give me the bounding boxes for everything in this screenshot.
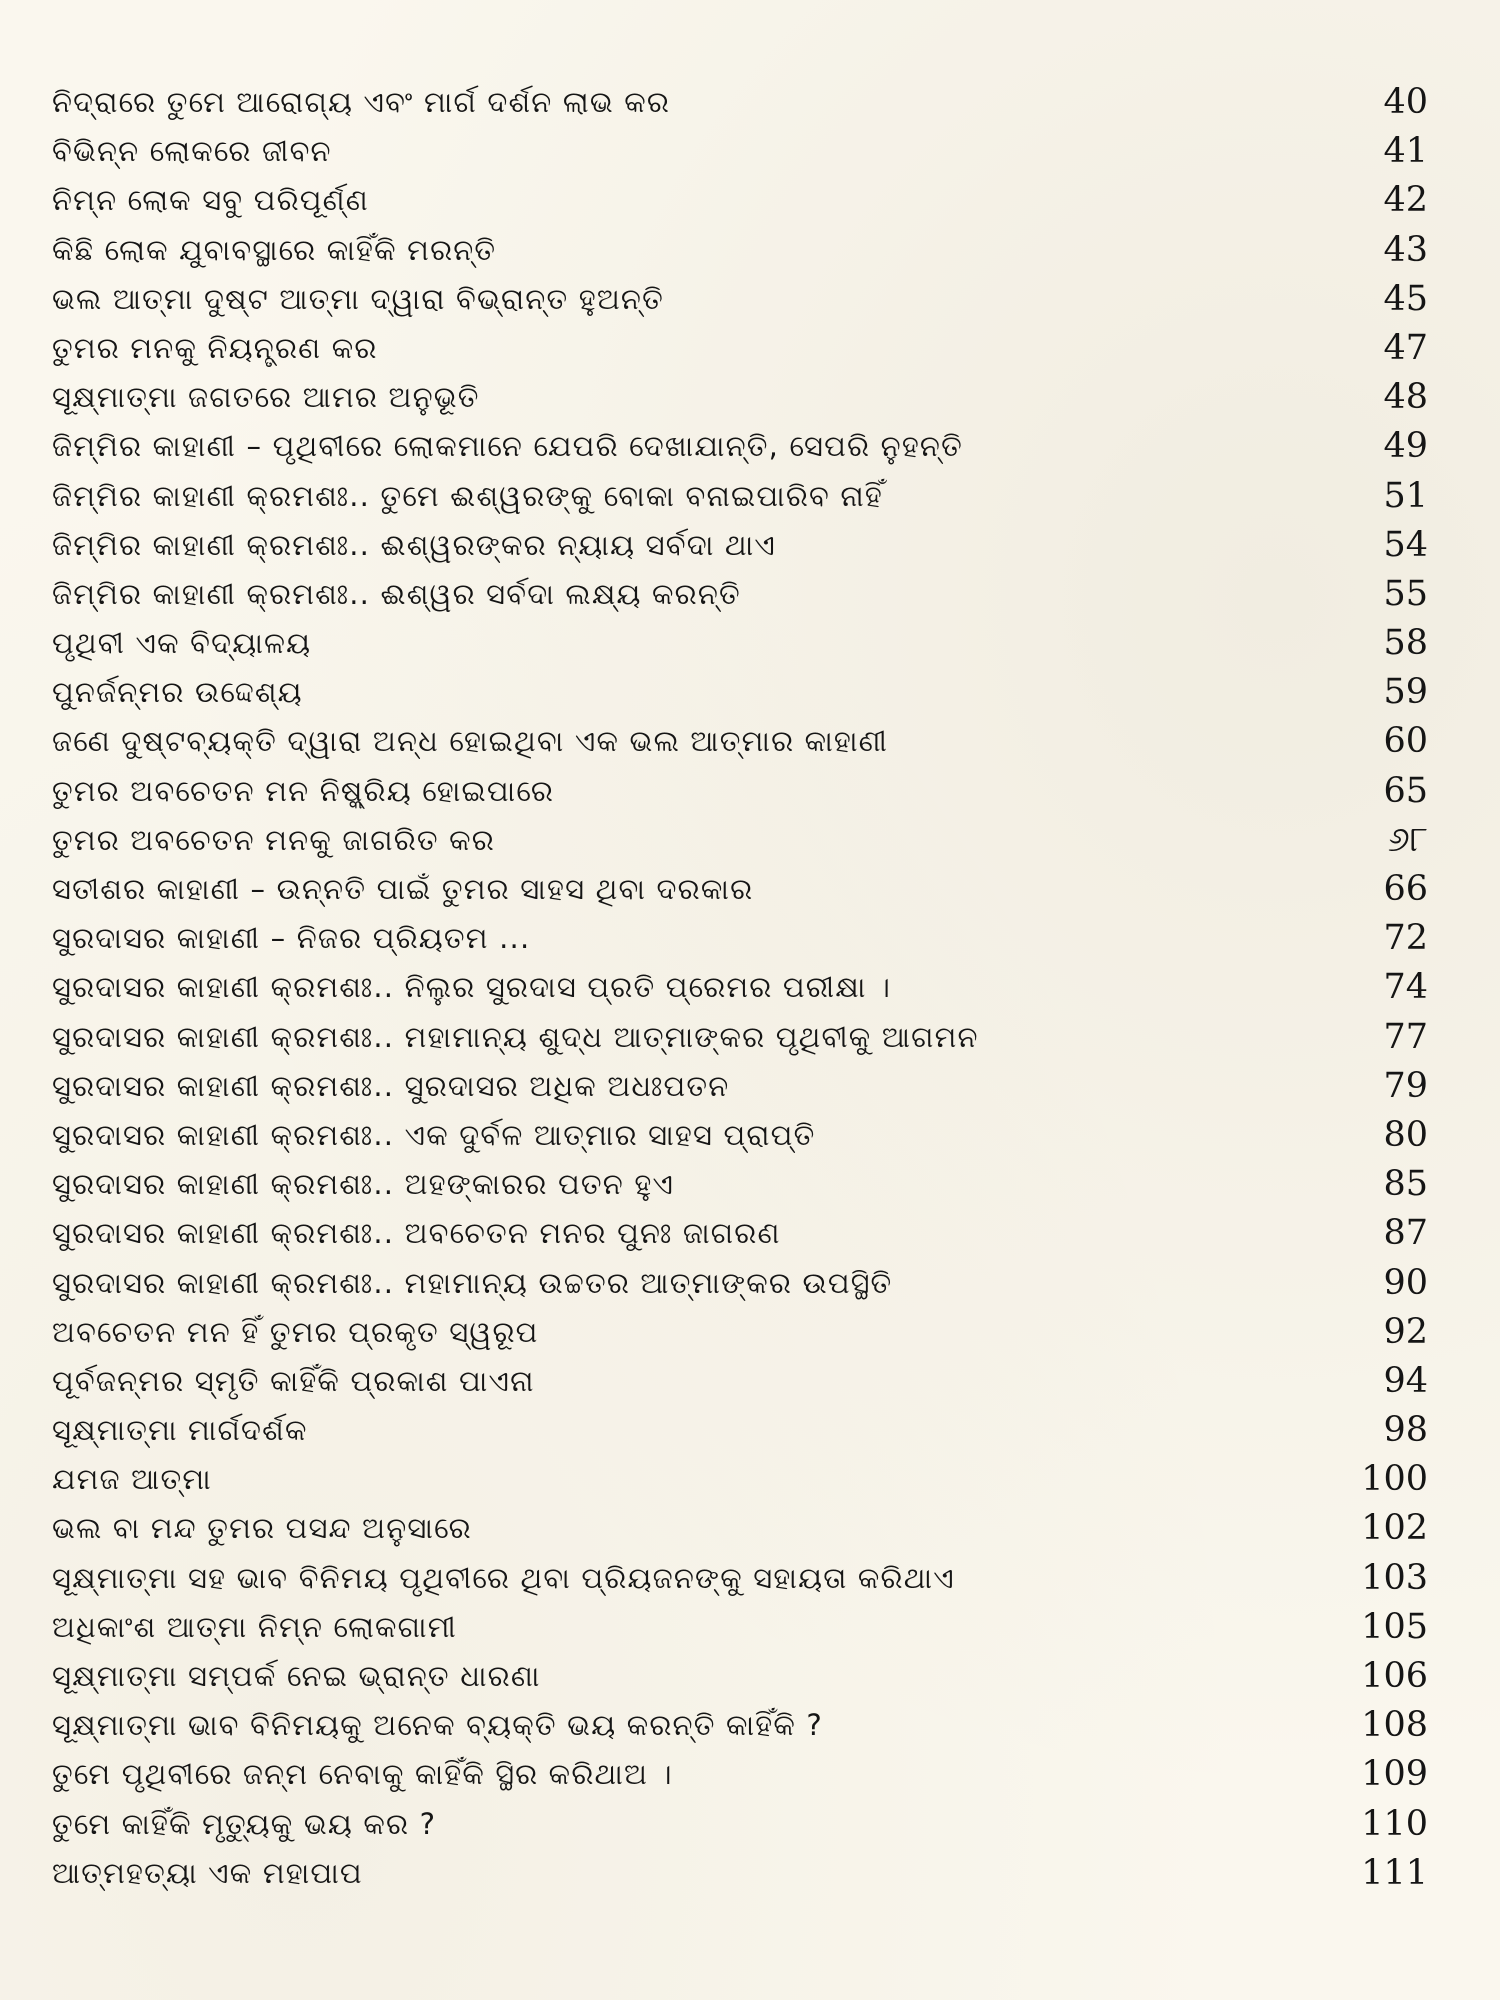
toc-entry <box>0 1406 1500 1455</box>
entry-title: ସୁରଦାସର କାହାଣୀ କ୍ରମଶଃ.. ଅହଙ୍କାରର ପତନ ହୁଏ <box>52 1167 675 1202</box>
toc-entry <box>0 963 1500 1012</box>
entry-title: ଜିମ୍ମିର କାହାଣୀ କ୍ରମଶଃ.. ତୁମେ ଈଶ୍ୱରଙ୍କୁ ବୋକା ବନାଇପାରିବ ନାହିଁ <box>52 478 884 513</box>
page-number: 106 <box>1361 1656 1428 1696</box>
page-number: 42 <box>1383 180 1428 221</box>
toc-entry <box>0 1209 1500 1258</box>
entry-title: ସୁରଦାସର କାହାଣୀ କ୍ରମଶଃ.. ସୁରଦାସର ଅଧିକ ଅଧଃପତନ <box>52 1068 730 1103</box>
page-number: 45 <box>1383 278 1428 319</box>
entry-title: ସୂକ୍ଷ୍ମାତ୍ମା ଜଗତରେ ଆମର ଅନୁଭୂତି <box>52 380 480 415</box>
toc-entry <box>0 1160 1500 1209</box>
toc-entry <box>0 1800 1500 1849</box>
toc-entry <box>0 717 1500 766</box>
page-number: 74 <box>1383 967 1428 1008</box>
entry-title: ସୁରଦାସର କାହାଣୀ କ୍ରମଶଃ.. ଏକ ଦୁର୍ବଳ ଆତ୍ମାର ସାହସ ପ୍ରାପ୍ତି <box>52 1117 816 1152</box>
page-number: 47 <box>1383 327 1428 368</box>
entry-title: ଭଲ ବା ମନ୍ଦ ତୁମର ପସନ୍ଦ ଅନୁସାରେ <box>52 1511 472 1546</box>
entry-title: ବିଭିନ୍ନ ଲୋକରେ ଜୀବନ <box>52 134 332 169</box>
toc-entry <box>0 1308 1500 1357</box>
entry-title: ଆତ୍ମହତ୍ୟା ଏକ ମହାପାପ <box>52 1855 363 1890</box>
page-number: 54 <box>1383 524 1428 565</box>
page-number: 111 <box>1361 1852 1428 1893</box>
toc-entry <box>0 1603 1500 1652</box>
toc-entry <box>0 1455 1500 1504</box>
entry-title: ସୂକ୍ଷ୍ମାତ୍ମା ଭାବ ବିନିମୟକୁ ଅନେକ ବ୍ୟକ୍ତି ଭୟ କରନ୍ତି କାହିଁକି ? <box>52 1708 824 1743</box>
entry-title: ସୂକ୍ଷ୍ମାତ୍ମା ସମ୍ପର୍କ ନେଇ ଭ୍ରାନ୍ତ ଧାରଣା <box>52 1659 541 1693</box>
toc-entry <box>0 767 1500 816</box>
entry-title: ଅବଚେତନ ମନ ହିଁ ତୁମର ପ୍ରକୃତ ସ୍ୱରୂପ <box>52 1314 539 1349</box>
entry-title: ତୁମେ କାହିଁକି ମୃତ୍ୟୁକୁ ଭୟ କର ? <box>52 1806 437 1841</box>
toc-entry <box>0 1062 1500 1111</box>
page-number: 79 <box>1383 1065 1428 1106</box>
page-number: 77 <box>1383 1016 1428 1057</box>
page-number: 60 <box>1383 721 1428 762</box>
page-number: 58 <box>1383 623 1428 664</box>
entry-title: ନିମ୍ନ ଲୋକ ସବୁ ପରିପୂର୍ଣ୍ଣ <box>52 183 369 218</box>
toc-entry <box>0 1357 1500 1406</box>
page-number: 55 <box>1383 573 1428 614</box>
entry-title: ପୂର୍ବଜନ୍ମର ସ୍ମୃତି କାହିଁକି ପ୍ରକାଶ ପାଏନା <box>52 1363 535 1398</box>
page-number: 105 <box>1361 1606 1428 1647</box>
entry-title: ସୂକ୍ଷ୍ମାତ୍ମା ସହ ଭାବ ବିନିମୟ ପୃଥିବୀରେ ଥିବା ପ୍ରିୟଜନଙ୍କୁ ସହାୟତା କରିଥାଏ <box>52 1560 955 1595</box>
page-number: 65 <box>1383 770 1428 811</box>
page-number: 100 <box>1361 1459 1428 1500</box>
page-number: 98 <box>1383 1410 1428 1451</box>
page-number: 87 <box>1383 1213 1428 1254</box>
entry-title: ଭଲ ଆତ୍ମା ଦୁଷ୍ଟ ଆତ୍ମା ଦ୍ୱାରା ବିଭ୍ରାନ୍ତ ହୁଅନ୍ତି <box>52 281 664 316</box>
entry-title: ସୁରଦାସର କାହାଣୀ କ୍ରମଶଃ.. ମହାମାନ୍ୟ ଉଚ୍ଚତର ଆତ୍ମାଙ୍କର ଉପସ୍ଥିତି <box>52 1265 893 1300</box>
toc-entry <box>0 1504 1500 1553</box>
entry-title: ସତୀଶର କାହାଣୀ – ଉନ୍ନତି ପାଇଁ ତୁମର ସାହସ ଥିବା ଦରକାର <box>52 872 754 906</box>
page-number: 66 <box>1383 869 1428 909</box>
entry-title: ପୃଥିବୀ ଏକ ବିଦ୍ୟାଳୟ <box>52 626 312 661</box>
toc-entry <box>0 1849 1500 1898</box>
entry-title: ଜିମ୍ମିର କାହାଣୀ କ୍ରମଶଃ.. ଈଶ୍ୱରଙ୍କର ନ୍ୟାୟ ସର୍ବଦା ଥାଏ <box>52 527 777 562</box>
page-number: ୬୮ <box>1387 819 1428 860</box>
toc-entry <box>0 570 1500 619</box>
toc-entry <box>0 422 1500 471</box>
page-number: 41 <box>1383 131 1428 172</box>
toc-entry <box>0 521 1500 570</box>
page-number: 43 <box>1383 229 1428 270</box>
toc-entry <box>0 1750 1500 1799</box>
page-number: 80 <box>1383 1114 1428 1155</box>
toc-entry <box>0 472 1500 521</box>
page-number: 110 <box>1361 1803 1428 1844</box>
page-number: 49 <box>1383 426 1428 467</box>
page-number: 108 <box>1361 1705 1428 1746</box>
entry-title: ତୁମର ଅବଚେତନ ମନକୁ ଜାଗରିତ କର <box>52 822 495 857</box>
entry-title: ସୁରଦାସର କାହାଣୀ କ୍ରମଶଃ.. ନିଲୁର ସୁରଦାସ ପ୍ରତି ପ୍ରେମର ପରୀକ୍ଷା । <box>52 970 892 1005</box>
toc-entry <box>0 1259 1500 1308</box>
entry-title: ସୁରଦାସର କାହାଣୀ କ୍ରମଶଃ.. ଅବଚେତନ ମନର ପୁନଃ ଜାଗରଣ <box>52 1216 781 1251</box>
toc-entry <box>0 1701 1500 1750</box>
entry-title: ଜଣେ ଦୁଷ୍ଟବ୍ୟକ୍ତି ଦ୍ୱାରା ଅନ୍ଧ ହୋଇଥିବା ଏକ ଭଲ ଆତ୍ମାର କାହାଣୀ <box>52 724 889 759</box>
page-number: 90 <box>1383 1262 1428 1303</box>
toc-entry <box>0 1554 1500 1603</box>
toc-entry <box>0 865 1500 914</box>
page-number: 103 <box>1361 1557 1428 1598</box>
entry-title: ସୂକ୍ଷ୍ମାତ୍ମା ମାର୍ଗଦର୍ଶକ <box>52 1413 308 1448</box>
entry-title: ସୁରଦାସର କାହାଣୀ କ୍ରମଶଃ.. ମହାମାନ୍ୟ ଶୁଦ୍ଧ ଆତ୍ମାଙ୍କର ପୃଥିବୀକୁ ଆଗମନ <box>52 1019 979 1054</box>
page-number: 59 <box>1383 672 1428 713</box>
toc-entry <box>0 127 1500 176</box>
toc-entry <box>0 1111 1500 1160</box>
entry-title: ତୁମର ମନକୁ ନିୟନ୍ତ୍ରଣ କର <box>52 330 378 365</box>
toc-entry <box>0 668 1500 717</box>
page-number: 51 <box>1383 475 1428 516</box>
entry-title: ନିଦ୍ରାରେ ତୁମେ ଆରୋଗ୍ୟ ଏବଂ ମାର୍ଗ ଦର୍ଶନ ଲାଭ କର <box>52 85 671 119</box>
toc-entry <box>0 176 1500 225</box>
toc-entry <box>0 275 1500 324</box>
entry-title: ଜିମ୍ମିର କାହାଣୀ କ୍ରମଶଃ.. ଈଶ୍ୱର ସର୍ବଦା ଲକ୍ଷ୍ୟ କରନ୍ତି <box>52 576 741 611</box>
entry-title: ସୁରଦାସର କାହାଣୀ – ନିଜର ପ୍ରିୟତମ ... <box>52 921 531 956</box>
toc-entry <box>0 1013 1500 1062</box>
toc-entry <box>0 373 1500 422</box>
entry-title: ଯମଜ ଆତ୍ମା <box>52 1462 212 1497</box>
toc-entry <box>0 324 1500 373</box>
entry-title: ପୁନର୍ଜନ୍ମର ଉଦ୍ଦେଶ୍ୟ <box>52 675 303 710</box>
entry-title: ଜିମ୍ମିର କାହାଣୀ – ପୃଥିବୀରେ ଲୋକମାନେ ଯେପରି ଦେଖାଯାନ୍ତି, ସେପରି ନୁହନ୍ତି <box>52 429 963 464</box>
page-number: 92 <box>1383 1311 1428 1352</box>
entry-title: ତୁମେ ପୃଥିବୀରେ ଜନ୍ମ ନେବାକୁ କାହିଁକି ସ୍ଥିର କରିଥାଅ । <box>52 1757 673 1792</box>
page-number: 48 <box>1383 377 1428 418</box>
toc-entry <box>0 78 1500 127</box>
table-of-contents <box>0 78 1500 1898</box>
page-number: 94 <box>1383 1360 1428 1401</box>
page-number: 40 <box>1383 82 1428 122</box>
entry-title: ତୁମର ଅବଚେତନ ମନ ନିଷ୍କ୍ରିୟ ହୋଇପାରେ <box>52 773 555 808</box>
toc-entry <box>0 226 1500 275</box>
page-number: 109 <box>1361 1754 1428 1795</box>
toc-entry <box>0 914 1500 963</box>
page-number: 72 <box>1383 918 1428 959</box>
toc-entry <box>0 1652 1500 1701</box>
entry-title: ଅଧିକାଂଶ ଆତ୍ମା ନିମ୍ନ ଲୋକଗାମୀ <box>52 1609 457 1644</box>
entry-title: କିଛି ଲୋକ ଯୁବାବସ୍ଥାରେ କାହିଁକି ମରନ୍ତି <box>52 232 497 267</box>
page-number: 102 <box>1361 1508 1428 1549</box>
toc-entry <box>0 619 1500 668</box>
page-number: 85 <box>1383 1164 1428 1205</box>
toc-entry <box>0 816 1500 865</box>
